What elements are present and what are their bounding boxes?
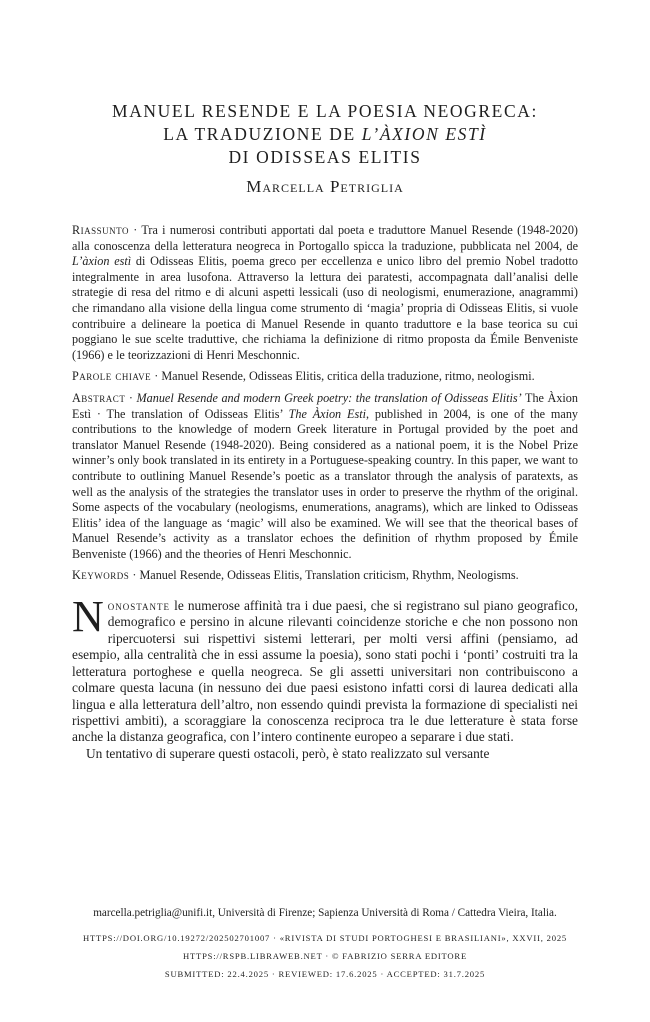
body-paragraph-2: Un tentativo di superare questi ostacoli, però, è stato realizzato sul versante bbox=[86, 745, 490, 761]
abstract-text-1: · The translation of Odisseas Elitis’ bbox=[90, 406, 289, 421]
abstract-title-tail: The Àxion Estì bbox=[72, 390, 578, 421]
doi-line: HTTPS://DOI.ORG/10.19272/202502701007 · «RIVISTA DI STUDI PORTOGHESI E BRASILIANI», XXVII, 2025 bbox=[82, 933, 568, 943]
page-footer bbox=[72, 907, 578, 983]
publisher-line: HTTPS://RSPB.LIBRAWEB.NET · © FABRIZIO SERRA EDITORE bbox=[182, 951, 468, 961]
keywords-paragraph bbox=[72, 568, 578, 584]
keywords-sep: · bbox=[129, 568, 140, 583]
body-paragraph-1 bbox=[72, 592, 578, 746]
lead-word: onostante bbox=[107, 598, 171, 614]
riassunto-italic: L’àxion estì bbox=[72, 254, 132, 269]
title-line-2-prefix: LA TRADUZIONE DE bbox=[163, 124, 362, 144]
abstract-label: Abstract bbox=[72, 390, 126, 405]
body-paragraph-1-text: le numerose affinità tra i due paesi, che si registrano sul piano geografico, demografico e persino in alcune rilevanti coincidenze storiche e che non possono non ripercuotersi sui rispettivi sistemi letterari, per molti versi affini (pensiamo, ad esempio, alla centralità che in essi assume la poesia), sono stati pochi i ‘ponti’ costruiti tra la letteratura portoghese e quella neogreca. Se gli assetti universitari non contribuiscono a colmare questa lacuna (in nessuno dei due paesi esistono infatti corsi di laurea dedicati alla lingua e alla letteratura dell’altro, non essendo quindi prevista la formazione di specialisti nei rispettivi ambiti), a scoraggiare la conoscenza reciproca tra le due letterature è stata forse anche la distanza geografica, con l’intero continente europeo a separare i due stati. bbox=[72, 598, 578, 745]
keywords-text: Manuel Resende, Odisseas Elitis, Translation criticism, Rhythm, Neologisms. bbox=[139, 568, 519, 583]
parole-chiave-label: Parole chiave bbox=[72, 369, 152, 384]
abstract-sep: · bbox=[125, 390, 137, 405]
article-page bbox=[0, 100, 650, 1022]
title-line-3: DI ODISSEAS ELITIS bbox=[228, 147, 422, 167]
author-affiliation: marcella.petriglia@unifi.it, Università di Firenze; Sapienza Università di Roma / Cattedra Vieira, Italia. bbox=[93, 907, 557, 919]
parole-chiave-sep: · bbox=[151, 369, 162, 384]
dates-line: SUBMITTED: 22.4.2025 · REVIEWED: 17.6.2025 · ACCEPTED: 31.7.2025 bbox=[164, 969, 486, 979]
title-line-2-italic: L’ÀXION ESTÌ bbox=[361, 124, 487, 144]
riassunto-text-2: di Odisseas Elitis, poema greco per eccellenza e unico libro del premio Nobel tradotto integralmente in area lusofona. Attraverso la lettura dei paratesti, accompagnata dall’analisi delle strategie di resa del ritmo e di alcuni aspetti lessicali (uso di neologismi, enumerazione, anagrammi) che rimandano alla visione della lingua come strumento di ‘magia’ propria di Odisseas Elitis, si vuole contribuire a delineare la poetica di Manuel Resende in quanto traduttore e la base teorica su cui poggiano le sue scelte traduttive, che richiama la definizione di ritmo proposta da Émile Benveniste (1966) e le teorizzazioni di Henri Meschonnic. bbox=[72, 254, 578, 362]
body-text bbox=[72, 592, 578, 762]
parole-chiave-text: Manuel Resende, Odisseas Elitis, critica della traduzione, ritmo, neologismi. bbox=[161, 369, 535, 384]
keywords-label: Keywords bbox=[72, 568, 130, 583]
riassunto-sep: · bbox=[128, 223, 142, 237]
abstract-italic-title: Manuel Resende and modern Greek poetry: the translation of Odisseas Elitis’ bbox=[136, 390, 522, 405]
article-title bbox=[72, 100, 578, 169]
author-name: Marcella Petriglia bbox=[246, 177, 404, 196]
drop-cap: N bbox=[72, 592, 104, 642]
riassunto-text: Tra i numerosi contributi apportati dal poeta e traduttore Manuel Resende (1948-2020) alla conoscenza della letteratura neogreca in Portogallo spicca la traduzione, pubblicata nel 2004, de bbox=[72, 223, 578, 253]
abstract-text-2: , published in 2004, is one of the many contributions to the knowledge of modern Greek literature in Portugal provided by the poet and translator Manuel Resende (1948-2020). Being considered as a national poem, it is the Nobel Prize winner’s only book translated in its entirety in a Portuguese-speaking country. In this paper, we want to contribute to outlining Manuel Resende’s poetic as a translator through the analysis of paratexts, as well as the analysis of the strategies the translator uses in order to preserve the rhythm of the original. Some aspects of the vocabulary (neologisms, enumerations, anagrams), which are linked to Odisseas Elitis’ idea of the language as ‘magic’ will also be examined. We will see that the theorical bases of Manuel Resende’s activity as a translator echoes the definition of rhythm proposed by Émile Benveniste (1966) and the theories of Henri Meschonnic. bbox=[72, 406, 579, 561]
riassunto-paragraph bbox=[72, 223, 578, 363]
abstract-paragraph bbox=[72, 391, 578, 563]
title-line-1: MANUEL RESENDE E LA POESIA NEOGRECA: bbox=[112, 101, 538, 121]
title-line-2 bbox=[72, 123, 578, 146]
abstract-italic-2: The Àxion Esti bbox=[288, 406, 366, 421]
parole-chiave-paragraph bbox=[72, 369, 578, 385]
abstract-block bbox=[72, 223, 578, 584]
riassunto-label: Riassunto bbox=[72, 223, 129, 237]
